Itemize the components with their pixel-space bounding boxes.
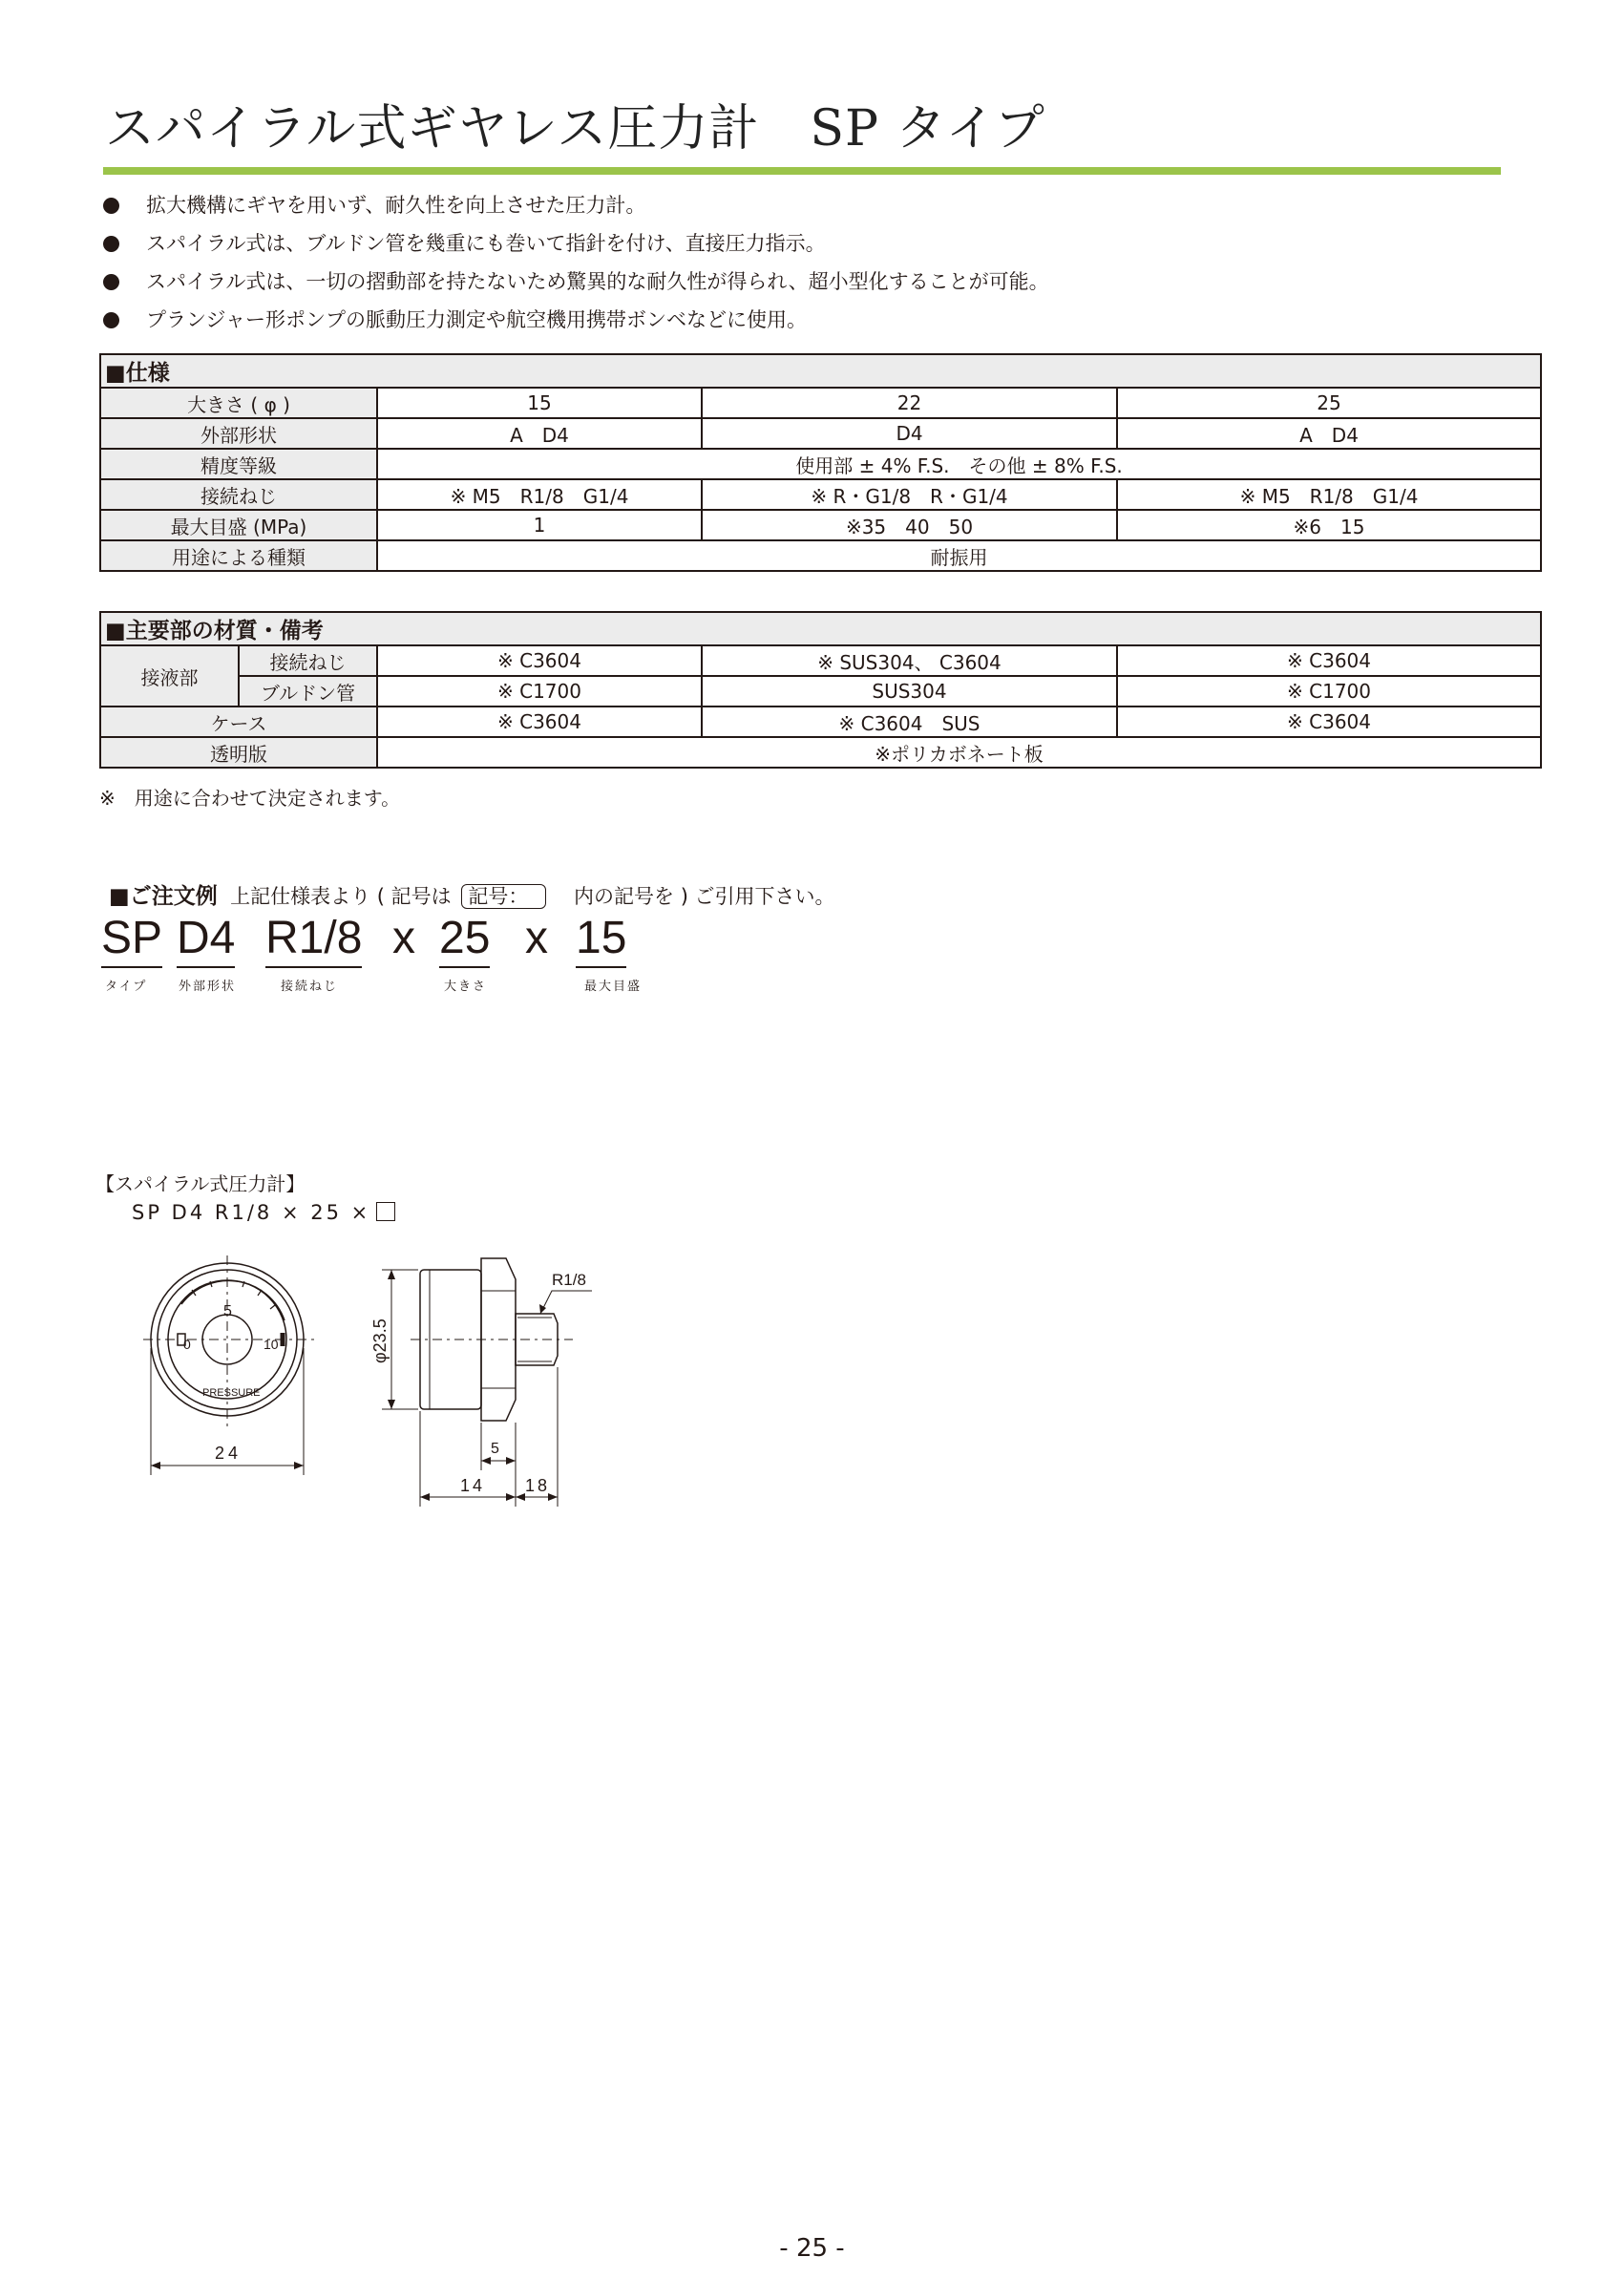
dimension-label-width: 24 (215, 1444, 243, 1463)
feature-item: 拡大機構にギヤを用いず、耐久性を向上させた圧力計。 (103, 186, 1049, 224)
dimension-label-thread: R1/8 (552, 1271, 586, 1289)
order-code-separator: x (525, 913, 548, 963)
order-code-type: SP (101, 912, 162, 968)
dimension-label-18: 18 (525, 1476, 551, 1495)
feature-item: プランジャー形ポンプの脈動圧力測定や航空機用携帯ボンベなどに使用。 (103, 301, 1049, 339)
table-row: 接続ねじ ※ M5 R1/8 G1/4 ※ R・G1/8 R・G1/4 ※ M5 R1/8 G1/4 (100, 479, 1541, 510)
table-row: 用途による種類 耐振用 (100, 540, 1541, 571)
dial-label-0: 0 (183, 1337, 191, 1352)
dimension-label-14: 14 (460, 1476, 486, 1495)
order-code-max-scale: 15 (576, 912, 626, 968)
thread-leader (540, 1291, 592, 1314)
feature-item: スパイラル式は、ブルドン管を幾重にも巻いて指針を付け、直接圧力指示。 (103, 224, 1049, 263)
drawing-code: SP D4 R1/8 × 25 × (132, 1201, 395, 1224)
page-number: - 25 - (779, 2234, 845, 2263)
footnote: ※ 用途に合わせて決定されます。 (99, 787, 401, 810)
order-caption-max-scale: 最大目盛 (584, 980, 643, 994)
table-row: 大きさ ( φ ) 15 22 25 (100, 388, 1541, 418)
table-row: 精度等級 使用部 ± 4% F.S. その他 ± 8% F.S. (100, 449, 1541, 479)
dimension-label-5: 5 (491, 1441, 499, 1457)
dimension-label-diameter: φ23.5 (370, 1318, 390, 1363)
order-code-shape: D4 (177, 912, 235, 968)
symbol-box: 記号： (461, 884, 546, 909)
page-title: スパイラル式ギヤレス圧力計 SP タイプ (105, 100, 1045, 158)
order-caption-type: タイプ (105, 980, 148, 994)
table-row: 透明版 ※ポリカボネート板 (100, 737, 1541, 768)
dial-text: PRESSURE (202, 1387, 261, 1399)
table-row: ケース ※ C3604 ※ C3604 SUS ※ C3604 (100, 707, 1541, 737)
order-caption-thread: 接続ねじ (281, 980, 339, 994)
order-code-thread: R1/8 (265, 912, 362, 968)
dimension-arrowheads (151, 1270, 558, 1501)
order-code-size: 25 (439, 912, 490, 968)
table-row: ブルドン管 ※ C1700 SUS304 ※ C1700 (100, 676, 1541, 707)
gauge-scale-arc (181, 1280, 285, 1320)
feature-item: スパイラル式は、一切の摺動部を持たないため驚異的な耐久性が得られ、超小型化することが可能。 (103, 263, 1049, 301)
table-row: 最大目盛 (MPa) 1 ※35 40 50 ※6 15 (100, 510, 1541, 540)
order-example-heading: ■ご注文例 上記仕様表より ( 記号は 記号： 内の記号を ) ご引用下さい。 (109, 884, 835, 909)
materials-heading: ■主要部の材質・備考 (100, 612, 1541, 645)
dial-label-5: 5 (223, 1303, 232, 1319)
table-row: 外部形状 A D4 D4 A D4 (100, 418, 1541, 449)
order-caption-size: 大きさ (444, 980, 488, 994)
table-row: 接液部 接続ねじ ※ C3604 ※ SUS304、 C3604 ※ C3604 (100, 645, 1541, 676)
dial-label-10: 10 (264, 1337, 279, 1352)
spec-heading: ■仕様 (100, 354, 1541, 388)
order-code-separator: x (392, 913, 415, 963)
drawing-title: 【スパイラル式圧力計】 (95, 1172, 306, 1195)
order-caption-shape: 外部形状 (179, 980, 237, 994)
